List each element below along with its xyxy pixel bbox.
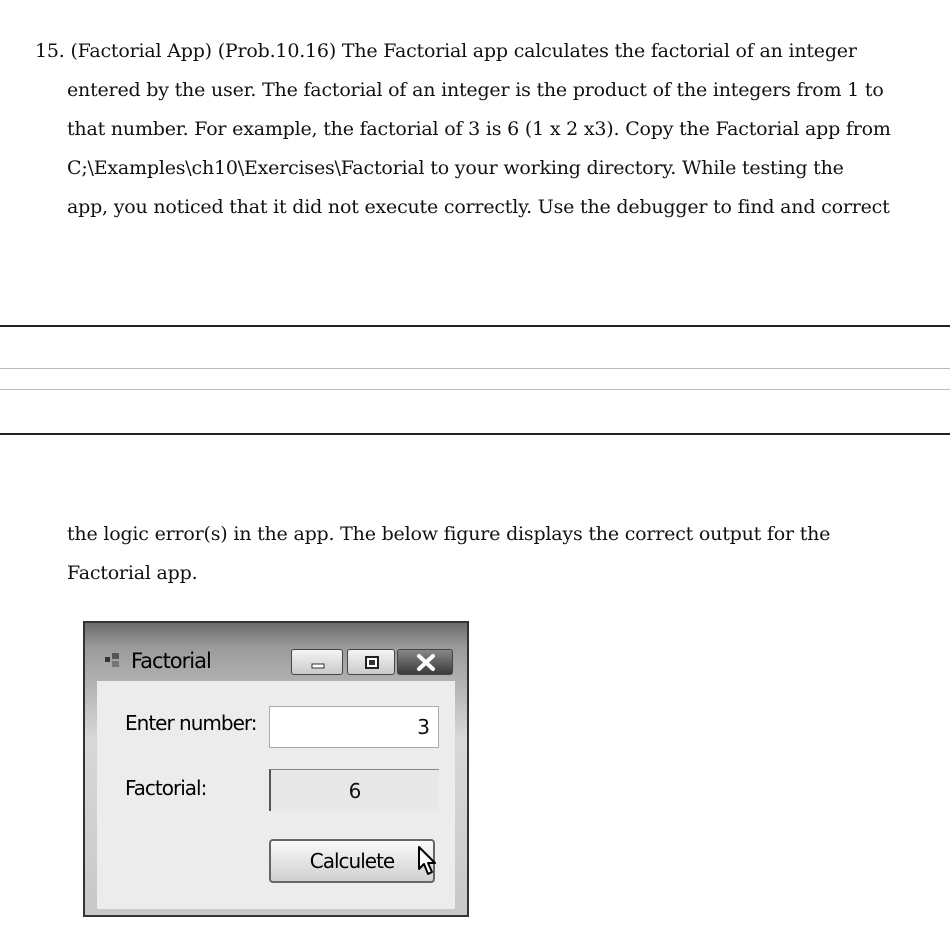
minimize-icon	[292, 650, 344, 676]
paragraph-line: entered by the user. The factorial of an integer is the product of the integers from 1 to	[67, 79, 884, 101]
factorial-window-figure	[83, 621, 469, 917]
paragraph-line: the logic error(s) in the app. The below figure displays the correct output for the	[67, 523, 831, 545]
form-client-area	[97, 681, 455, 909]
maximize-icon	[348, 650, 396, 676]
form-icon	[105, 653, 119, 667]
close-button[interactable]	[397, 649, 453, 675]
divider	[0, 325, 950, 327]
window-title: Factorial	[131, 649, 211, 673]
factorial-label: Factorial:	[125, 776, 207, 800]
paragraph-line: that number. For example, the factorial of 3 is 6 (1 x 2 x3). Copy the Factorial app from	[67, 118, 891, 140]
exercise-paragraph-1	[35, 32, 891, 227]
close-icon	[398, 650, 454, 676]
divider	[0, 433, 950, 435]
maximize-button[interactable]	[347, 649, 395, 675]
title-bar	[85, 623, 467, 683]
calculate-button[interactable]: Calculete	[269, 839, 435, 883]
paragraph-line: Factorial app.	[67, 562, 198, 584]
factorial-output: 6	[269, 769, 439, 811]
paragraph-line: C;\Examples\ch10\Exercises\Factorial to your working directory. While testing the	[67, 157, 844, 179]
divider	[0, 389, 950, 390]
number-input[interactable]: 3	[269, 706, 439, 748]
minimize-button[interactable]	[291, 649, 343, 675]
enter-number-label: Enter number:	[125, 711, 257, 735]
divider	[0, 368, 950, 369]
paragraph-line: app, you noticed that it did not execute correctly. Use the debugger to find and correct	[67, 196, 890, 218]
paragraph-line: 15. (Factorial App) (Prob.10.16) The Factorial app calculates the factorial of an integer	[35, 40, 857, 62]
mouse-cursor-icon	[417, 845, 439, 879]
exercise-paragraph-2	[35, 515, 857, 593]
